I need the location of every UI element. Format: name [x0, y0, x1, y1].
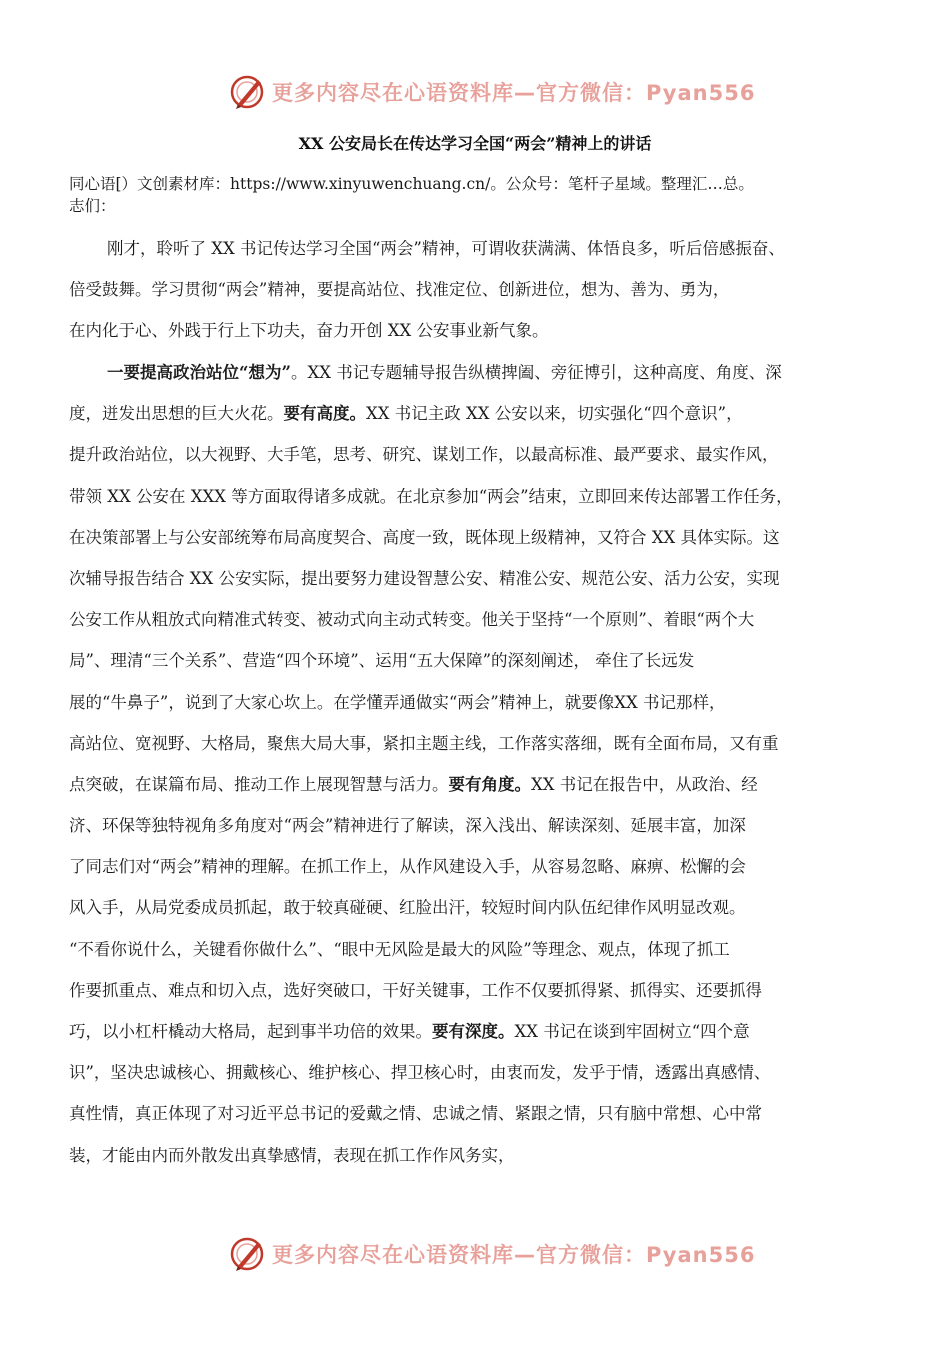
pen-logo-icon [228, 72, 268, 112]
subheading-angle: 要有角度。 [448, 774, 531, 794]
paragraph-section-one [69, 360, 899, 1184]
text-line: 带领 XX 公安在 XXX 等方面取得诸多成就。在北京参加“两会”结束，立即回来传达部署工作任务， [69, 486, 793, 506]
text-line: 在内化于心、外践于行上下功夫，奋力开创 XX 公安事业新气象。 [69, 321, 549, 341]
source-line-1: 同心语[）文创素材库：https://www.xinyuwenchuang.cn/。公众号：笔杆子星域。整理汇…总。 [69, 175, 754, 193]
section-heading: 一要提高政治站位“想为” [107, 363, 291, 382]
text-line: 了同志们对“两会”精神的理解。在抓工作上，从作风建设入手，从容易忽略、麻痹、松懈的会 [69, 857, 746, 877]
text-line: 装，才能由内而外散发出真挚感情，表现在抓工作作风务实， [69, 1145, 515, 1165]
watermark-text: 更多内容尽在心语资料库—官方微信：Pyan556 [272, 1243, 756, 1267]
text-run: 巧，以小杠杆橇动大格局，起到事半功倍的效果。 [69, 1022, 432, 1041]
text-run: XX 书记主政 XX 公安以来，切实强化“四个意识”， [366, 404, 743, 424]
text-run: XX 书记在报告中，从政治、经 [531, 774, 758, 794]
text-line: 次辅导报告结合 XX 公安实际，提出要努力建设智慧公安、精准公安、规范公安、活力公安，实现 [69, 568, 780, 588]
text-line: 局”、理清“三个关系”、营造“四个环境”、运用“五大保障”的深刻阐述， 牵住了长远发 [69, 651, 695, 671]
text-line: 作要抓重点、难点和切入点，选好突破口，干好关键事，工作不仅要抓得紧、抓得实、还要抓得 [69, 980, 762, 1000]
text-line: 提升政治站位，以大视野、大手笔，思考、研究、谋划工作，以最高标准、最严要求、最实作风， [69, 445, 779, 465]
footer-watermark [228, 1234, 755, 1274]
text-line: 识”，坚决忠诚核心、拥戴核心、维护核心、捍卫核心时，由衷而发，发乎于情，透露出真感情、 [69, 1063, 771, 1083]
text-line: 公安工作从粗放式向精准式转变、被动式向主动式转变。他关于坚持“一个原则”、着眼“两个大 [69, 610, 755, 630]
paragraph-intro [69, 236, 899, 360]
text-line: 风入手，从局党委成员抓起，敢于较真碰硬、红脸出汗，较短时间内队伍纪律作风明显改观。 [69, 898, 746, 918]
text-line: 展的“牛鼻子”，说到了大家心坎上。在学懂弄通做实“两会”精神上，就要像XX 书记那样， [69, 692, 726, 712]
text-line: 倍受鼓舞。学习贯彻“两会”精神，要提高站位、找准定位、创新进位，想为、善为、勇为， [69, 280, 730, 300]
text-line: 刚才，聆听了 XX 书记传达学习全国“两会”精神，可谓收获满满、体悟良多，听后倍感振奋、 [107, 239, 785, 258]
source-line-2: 志们： [69, 197, 116, 215]
header-watermark [228, 72, 755, 112]
pen-logo-icon [228, 1234, 268, 1274]
document-title: XX 公安局长在传达学习全国“两会”精神上的讲话 [298, 134, 652, 153]
text-line: 济、环保等独特视角多角度对“两会”精神进行了解读，深入浅出、解读深刻、延展丰富，加深 [69, 816, 746, 836]
text-line [69, 401, 899, 442]
subheading-depth: 要有深度。 [432, 1022, 515, 1041]
text-line [69, 1019, 899, 1060]
text-run: XX 书记在谈到牢固树立“四个意 [514, 1022, 750, 1041]
text-run: 度，迸发出思想的巨大火花。 [69, 404, 284, 424]
text-run: 点突破，在谋篇布局、推动工作上展现智慧与活力。 [69, 774, 449, 794]
text-line: 高站位、宽视野、大格局，聚焦大局大事，紧扣主题主线，工作落实落细，既有全面布局，又有重 [69, 733, 779, 753]
text-line: 真性情，真正体现了对习近平总书记的爱戴之情、忠诚之情、紧跟之情，只有脑中常想、心中常 [69, 1104, 762, 1124]
source-line [69, 173, 899, 217]
subheading-height: 要有高度。 [283, 404, 366, 424]
text-line [69, 772, 899, 813]
text-line [69, 360, 899, 401]
text-line: “不看你说什么，关键看你做什么”、“眼中无风险是最大的风险”等理念、观点，体现了抓工 [69, 939, 730, 959]
text-line: 在决策部署上与公安部统筹布局高度契合、高度一致，既体现上级精神，又符合 XX 具体实际。这 [69, 527, 780, 547]
text-run: 。XX 书记专题辅导报告纵横捭阖、旁征博引，这种高度、角度、深 [290, 363, 782, 382]
watermark-text: 更多内容尽在心语资料库—官方微信：Pyan556 [272, 81, 756, 105]
